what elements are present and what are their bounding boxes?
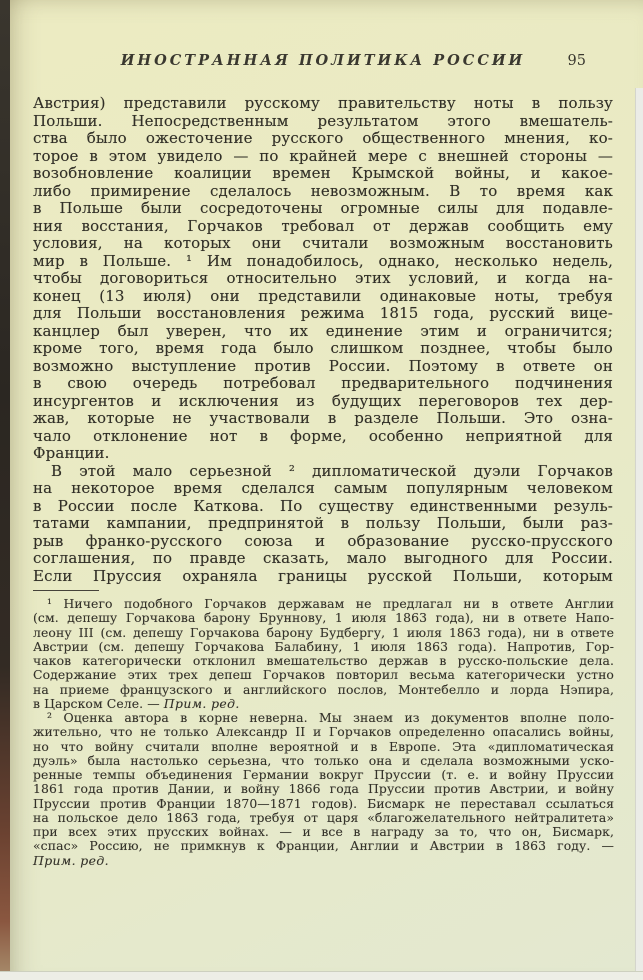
text-line: чтобы договориться относительно этих условий, и когда на-: [33, 269, 613, 287]
text-line: соглашения, по правде сказать, мало выгодного для России.: [33, 549, 613, 567]
footnote-separator: [33, 590, 99, 591]
footnotes-block: [33, 597, 614, 868]
text-line: ренные темпы объединения Германии вокруг Пруссии (т. е. и войну Пруссии: [33, 767, 614, 782]
scan-right-edge: [635, 88, 643, 980]
text-line: для Польши восстановления режима 1815 года, русский вице-: [33, 304, 613, 322]
page-surface: [10, 0, 643, 980]
text-line: рыв франко-русского союза и образование русско-прусского: [33, 531, 613, 550]
text-line: чаков категорически отклонил вмешательство держав в русско-польские дела.: [33, 653, 614, 668]
text-line: ства было ожесточение русского общественного мнения, ко-: [33, 129, 613, 147]
running-title: ИНОСТРАННАЯ ПОЛИТИКА РОССИИ: [120, 52, 526, 69]
text-line: возобновление коалиции времен Крымской войны, и какое-: [33, 164, 613, 182]
text-line: условия, на которых они считали возможным восстановить: [33, 234, 613, 252]
text-line: в Царском Селе. — Прим. ред.: [33, 695, 240, 711]
text-line: торое в этом увидело — по крайней мере с внешней стороны —: [33, 146, 613, 165]
text-line: ¹ Ничего подобного Горчаков державам не предлагал ни в ответе Англии: [47, 596, 614, 611]
text-line: ния восстания, Горчаков требовал от держав сообщить ему: [33, 216, 613, 235]
text-line: канцлер был уверен, что их единение этим и ограничится;: [33, 321, 613, 340]
text-line: в свою очередь потребовал предварительного подчинения: [33, 374, 613, 392]
text-line: на польское дело 1863 года, требуя от царя «благожелательного нейтралитета»: [33, 809, 614, 825]
footnote-2: [33, 711, 614, 868]
text-line: на некоторое время сделался самым популярным человеком: [33, 479, 613, 497]
text-line: жав, которые не участвовали в разделе Польши. Это озна-: [33, 409, 613, 427]
text-line: кроме того, время года было слишком позднее, чтобы было: [33, 339, 613, 357]
text-line: (см. депешу Горчакова барону Бруннову, 1 июля 1863 года), ни в ответе Напо-: [33, 610, 614, 626]
text-line: на приеме французского и английского послов, Монтебелло и лорда Нэпира,: [33, 681, 614, 697]
text-line: Польши. Непосредственным результатом этого вмешатель-: [33, 111, 613, 130]
text-line: при всех этих прусских войнах. — и все в награду за то, что он, Бисмарк,: [33, 824, 614, 839]
text-line: Австрия) представили русскому правительству ноты в пользу: [33, 94, 613, 112]
text-line: Франции.: [33, 444, 110, 462]
text-line: леону III (см. депешу Горчакова барону Будбергу, 1 июля 1863 года), ни в ответе: [33, 624, 614, 640]
text-line: «спас» Россию, не примкнув к Франции, Англии и Австрии в 1863 году. —: [33, 838, 614, 854]
text-line: В этой мало серьезной ² дипломатической дуэли Горчаков: [51, 461, 613, 480]
text-line: в Польше были сосредоточены огромные силы для подавле-: [33, 199, 613, 217]
body-paragraph-2: [33, 463, 613, 586]
text-line: Если Пруссия охраняла границы русской Польши, которым: [33, 566, 613, 585]
text-line: либо примирение сделалось невозможным. В то время как: [33, 181, 613, 200]
text-line: Пруссии против Франции 1870—1871 годов). Бисмарк не переставал ссылаться: [33, 795, 614, 811]
text-line: но что войну считали вполне вероятной и в Европе. Эта «дипломатическая: [33, 738, 614, 754]
text-line: чало отклонение нот в форме, особенно неприятной для: [33, 426, 613, 445]
text-line: Австрии (см. депешу Горчакова Балабину, 1 июля 1863 года). Напротив, Гор-: [33, 638, 614, 654]
body-text: [33, 95, 613, 585]
scan-bottom-edge: [0, 971, 643, 980]
text-line: татами кампании, предпринятой в пользу Польши, были раз-: [33, 514, 613, 532]
text-line: жительно, что не только Александр II и Горчаков определенно опасались войны,: [33, 724, 614, 740]
text-line: ² Оценка автора в корне неверна. Мы знаем из документов вполне поло-: [47, 710, 614, 725]
text-line: Содержание этих трех депеш Горчаков повторил весьма категорически устно: [33, 667, 614, 683]
text-line: дуэль» была настолько серьезна, что только она и сделала возможными уско-: [33, 752, 614, 768]
body-paragraph-1: [33, 95, 613, 463]
text-line: 1861 года против Дании, и войну 1866 года Пруссии против Австрии, и войну: [33, 781, 614, 797]
text-line: конец (13 июля) они представили одинаковые ноты, требуя: [33, 286, 613, 305]
text-line: в России после Каткова. По существу единственными резуль-: [33, 496, 613, 515]
scan-left-dark-edge: [0, 0, 10, 980]
text-line: мир в Польше. ¹ Им понадобилось, однако, несколько недель,: [33, 251, 613, 270]
text-line: Прим. ред.: [33, 852, 109, 868]
footnote-1: [33, 597, 614, 711]
text-line: возможно выступление против России. Поэтому в ответе он: [33, 356, 613, 375]
page-number: 95: [567, 53, 586, 69]
page-header: [33, 52, 613, 72]
text-line: инсургентов и исключения из будущих переговоров тех дер-: [33, 391, 613, 410]
